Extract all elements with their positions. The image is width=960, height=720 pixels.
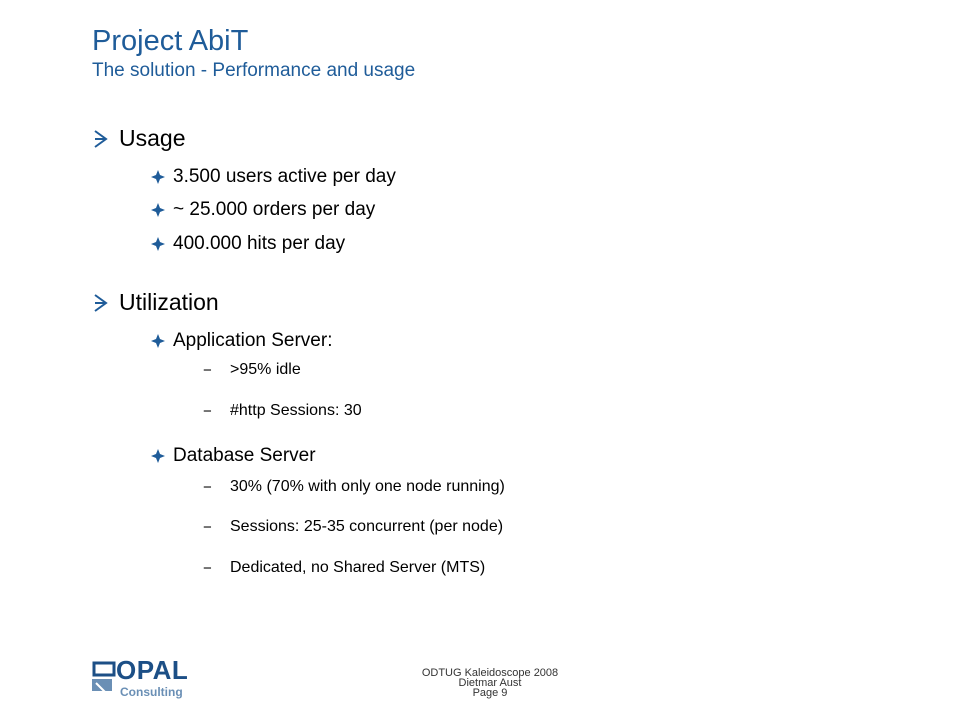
logo-wordmark: OPAL	[116, 655, 189, 685]
footer-page: Page 9	[472, 687, 508, 699]
diamond-bullet-icon	[150, 202, 166, 218]
sub-bullet	[203, 362, 301, 378]
footer-author: Dietmar Aust	[458, 677, 522, 689]
sub-bullet	[203, 403, 362, 419]
opal-consulting-logo	[90, 655, 190, 701]
sub-bullet	[203, 479, 505, 495]
diamond-bullet-icon	[150, 448, 166, 464]
bullet-text: Database Server	[173, 445, 316, 466]
arrow-bullet-icon	[92, 129, 110, 149]
bullet-text: 3.500 users active per day	[173, 166, 396, 187]
dash-bullet-icon: −	[203, 478, 212, 496]
dash-bullet-icon: −	[203, 402, 212, 420]
dash-bullet-icon: −	[203, 518, 212, 536]
diamond-bullet-icon	[150, 169, 166, 185]
bullet-text: 400.000 hits per day	[173, 233, 346, 254]
bullet-app-server	[150, 331, 332, 350]
bullet-usage	[92, 127, 185, 150]
dash-bullet-icon: −	[203, 361, 212, 379]
bullet-text: ~ 25.000 orders per day	[173, 199, 376, 220]
slide-subtitle: The solution - Performance and usage	[92, 60, 416, 81]
logo-mark-icon	[90, 661, 118, 699]
bullet-label: Utilization	[119, 289, 219, 315]
bullet-db-server	[150, 446, 316, 465]
bullet-usage-item	[150, 234, 345, 253]
bullet-label: Usage	[119, 125, 186, 151]
sub-bullet-text: >95% idle	[230, 361, 301, 378]
bullet-usage-item	[150, 200, 375, 219]
bullet-text: Application Server:	[173, 330, 333, 351]
logo-subtitle: Consulting	[120, 685, 183, 699]
sub-bullet-text: Dedicated, no Shared Server (MTS)	[230, 559, 486, 576]
sub-bullet-text: 30% (70% with only one node running)	[230, 478, 505, 495]
diamond-bullet-icon	[150, 333, 166, 349]
sub-bullet-text: #http Sessions: 30	[230, 402, 362, 419]
slide-footer	[380, 668, 600, 698]
footer-event: ODTUG Kaleidoscope 2008	[421, 667, 559, 679]
dash-bullet-icon: −	[203, 559, 212, 577]
sub-bullet	[203, 560, 485, 576]
bullet-utilization	[92, 291, 219, 314]
bullet-usage-item	[150, 167, 396, 186]
sub-bullet	[203, 519, 503, 535]
arrow-bullet-icon	[92, 293, 110, 313]
diamond-bullet-icon	[150, 236, 166, 252]
sub-bullet-text: Sessions: 25-35 concurrent (per node)	[230, 518, 504, 535]
slide-title: Project AbiT	[92, 25, 249, 57]
